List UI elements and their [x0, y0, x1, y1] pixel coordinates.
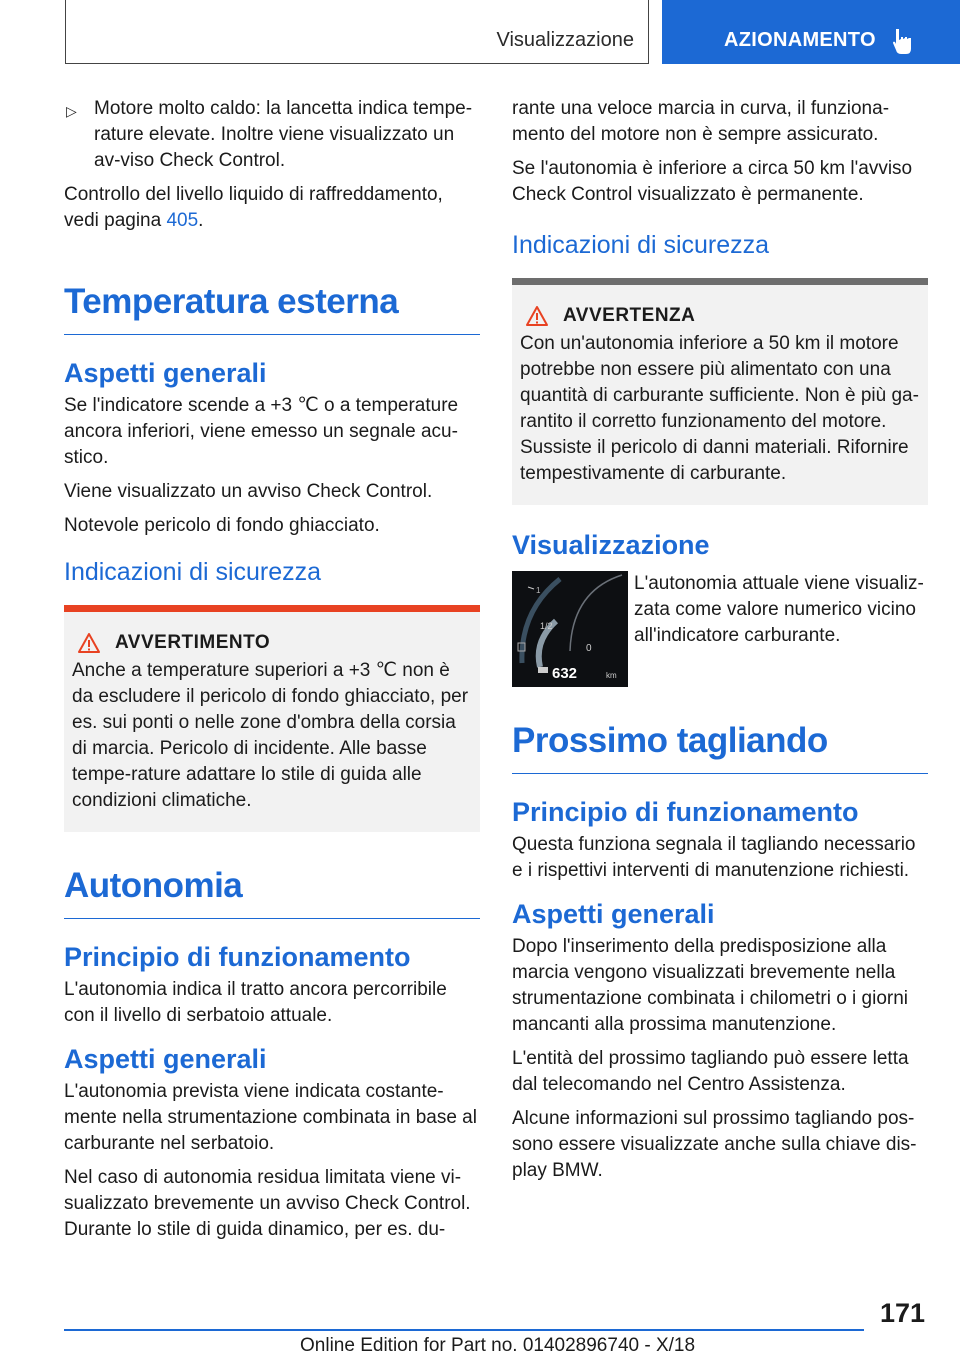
- warning-label: AVVERTIMENTO: [115, 632, 271, 653]
- coolant-text: Controllo del livello liquido di raffreddamento, vedi pagina: [64, 184, 443, 231]
- subsection-title-principle: Principio di funzionamento: [64, 942, 411, 972]
- gauge-half-label: 1/2: [540, 621, 553, 631]
- range-principle-text: L'autonomia indica il tratto ancora percorribile con il livello di serbatoio attuale.: [64, 979, 447, 1026]
- display-figure-row: [512, 571, 928, 687]
- page-link-405[interactable]: 405: [166, 210, 199, 231]
- caution-header: [525, 305, 920, 327]
- header-chapter-tab: [662, 0, 960, 64]
- subsection-title-service-general: Aspetti generali: [512, 899, 715, 929]
- range-continued-1: rante una veloce marcia in curva, il funziona-mento del motore non è sempre assicurato.: [512, 98, 890, 145]
- temp-paragraph-2: Viene visualizzato un avviso Check Control.: [64, 481, 433, 502]
- subsection-title-safety: Indicazioni di sicurezza: [64, 558, 322, 586]
- caution-text: Con un'autonomia inferiore a 50 km il motore potrebbe non essere più alimentato con una quantità di carburante sufficiente. Non è più ga-rantito il corretto funzionamento del motore. Sussiste il pericolo di danni materiali. Rifornire tempestivamente di carburante.: [520, 333, 919, 484]
- range-paragraph-1: L'autonomia prevista viene indicata costante-mente nella strumentazione combinata in base al carburante nel serbatoio.: [64, 1081, 477, 1154]
- footer-edition: Online Edition for Part no. 01402896740 - X/18: [300, 1335, 696, 1356]
- range-paragraph-2: Nel caso di autonomia residua limitata viene vi-sualizzato brevemente un avviso Check Control. Durante lo stile di guida dinamico, per es. du-: [64, 1167, 471, 1240]
- caution-box: [512, 278, 928, 505]
- warning-triangle-icon: [77, 632, 101, 654]
- left-column: [64, 96, 480, 1251]
- gauge-range-unit: km: [606, 671, 617, 680]
- service-principle-text: Questa funziona segnala il tagliando necessario e i rispettivi interventi di manutenzione richiesti.: [512, 834, 916, 881]
- gauge-range-value: 632: [552, 665, 578, 682]
- svg-text:1: 1: [536, 586, 541, 595]
- coolant-reference: [64, 182, 480, 234]
- caution-label: AVVERTENZA: [563, 305, 696, 326]
- range-continued-2: Se l'autonomia è inferiore a circa 50 km l'avviso Check Control visualizzato è permanente.: [512, 158, 913, 205]
- page-number: 171: [880, 1298, 926, 1328]
- subsection-title-service-principle: Principio di funzionamento: [512, 797, 859, 827]
- triangle-bullet-icon: ▷: [66, 103, 77, 119]
- bullet-text: Motore molto caldo: la lancetta indica tempe-rature elevate. Inoltre viene visualizzato un av-viso Check Control.: [94, 98, 473, 171]
- subsection-title-range-safety: Indicazioni di sicurezza: [512, 231, 770, 259]
- temp-paragraph-1: Se l'indicatore scende a +3 ℃ o a temperature ancora inferiori, viene emesso un segnale acu-stico.: [64, 395, 459, 468]
- warning-text: Anche a temperature superiori a +3 ℃ non è da escludere il pericolo di fondo ghiacciato, per es. sui ponti o nelle zone d'ombra della corsia di marcia. Pericolo di incidente. Alle basse tempe-rature adattare lo stile di guida alle condizioni climatiche.: [72, 660, 469, 811]
- engine-hot-bullet: [64, 96, 480, 174]
- right-column: [512, 96, 928, 1192]
- caution-triangle-icon: [525, 305, 549, 327]
- pointing-hand-icon: [892, 27, 918, 55]
- service-paragraph-3: Alcune informazioni sul prossimo tagliando pos-sono essere visualizzate anche sulla chiave dis-play BMW.: [512, 1108, 917, 1181]
- subsection-title-display: Visualizzazione: [512, 530, 710, 560]
- coolant-end: .: [198, 210, 204, 231]
- subsection-title-range-general: Aspetti generali: [64, 1044, 267, 1074]
- header-chapter-label: AZIONAMENTO: [724, 29, 876, 51]
- display-text: L'autonomia attuale viene visualiz-zata come valore numerico vicino all'indicatore carburante.: [634, 573, 924, 646]
- section-title-service: Prossimo tagliando: [512, 721, 928, 774]
- header-section-label: Visualizzazione: [496, 29, 634, 51]
- gauge-zero-label: 0: [586, 643, 592, 654]
- header-section-box: [65, 0, 649, 64]
- warning-header: [77, 632, 472, 654]
- section-title-range: Autonomia: [64, 866, 480, 919]
- footer-divider: [64, 1329, 864, 1331]
- section-title-temperature: Temperatura esterna: [64, 282, 480, 335]
- fuel-gauge-image: [512, 571, 628, 687]
- temp-paragraph-3: Notevole pericolo di fondo ghiacciato.: [64, 515, 380, 536]
- service-paragraph-2: L'entità del prossimo tagliando può essere letta dal telecomando nel Centro Assistenza.: [512, 1048, 909, 1095]
- service-paragraph-1: Dopo l'inserimento della predisposizione alla marcia vengono visualizzati brevemente nella strumentazione combinata i chilometri o i giorni mancanti alla prossima manutenzione.: [512, 936, 909, 1035]
- warning-box: [64, 605, 480, 832]
- subsection-title-general: Aspetti generali: [64, 358, 267, 388]
